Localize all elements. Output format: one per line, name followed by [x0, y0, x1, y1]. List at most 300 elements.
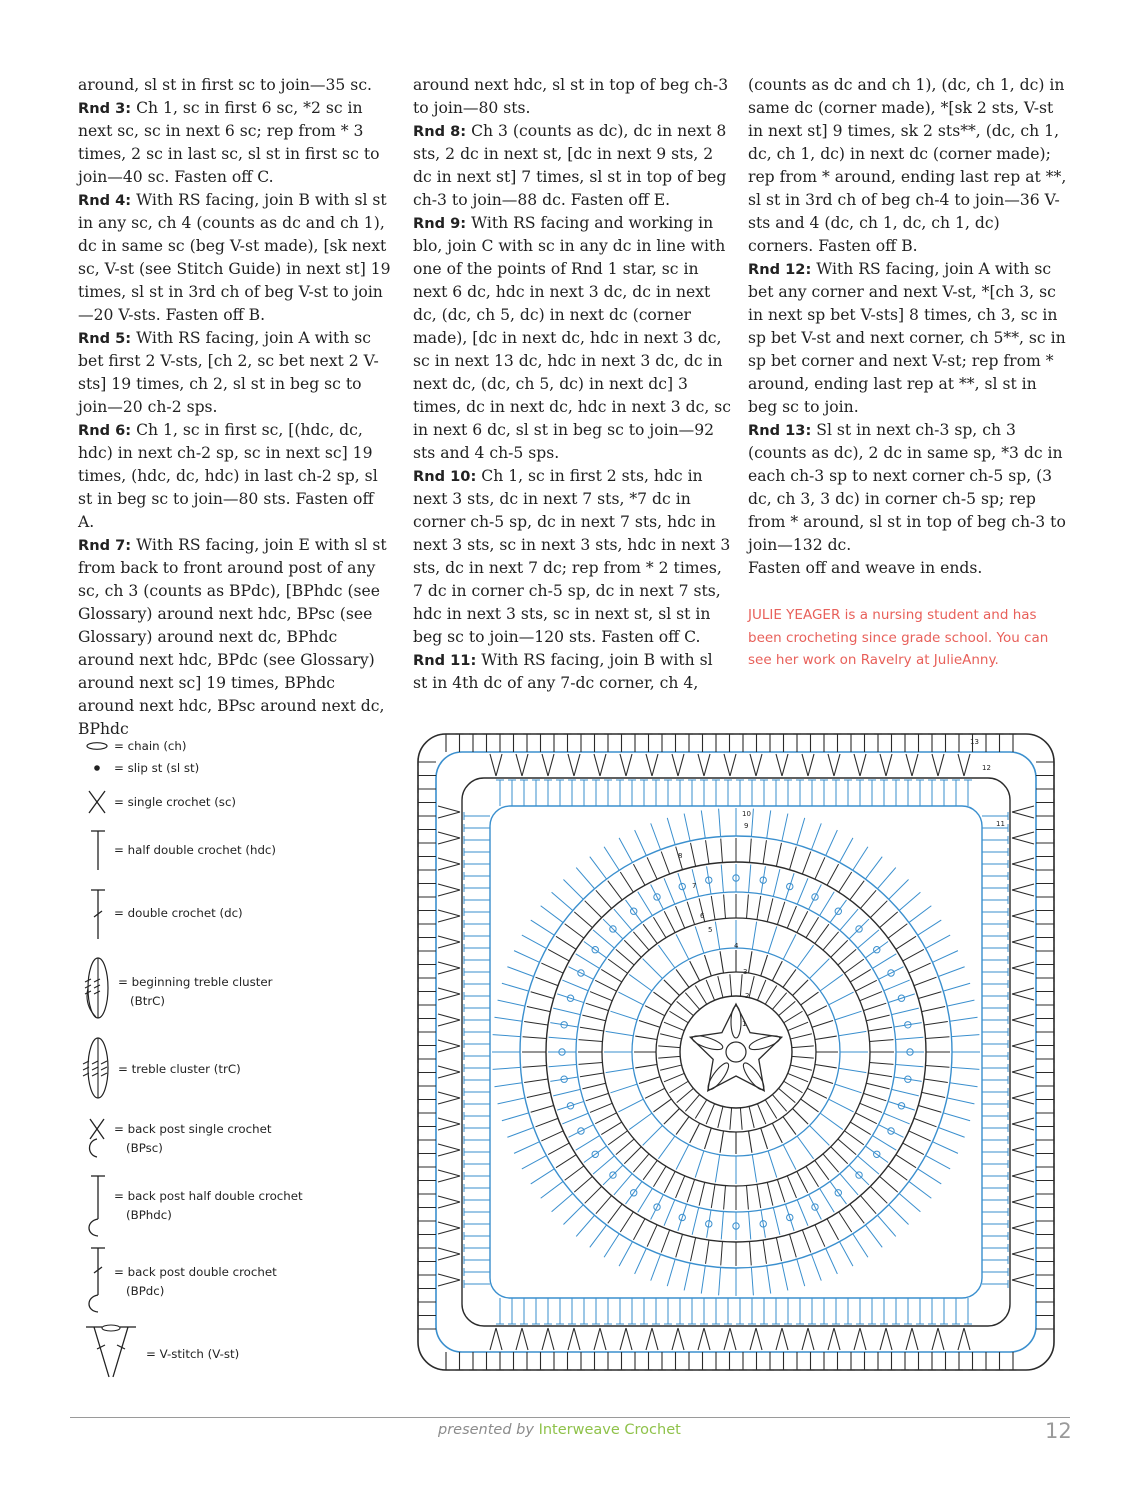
legend-sublabel: (BPdc) — [126, 1284, 165, 1298]
round-8-dc — [556, 936, 576, 949]
round-number-label: 11 — [996, 820, 1005, 828]
round-8-dc — [633, 1219, 645, 1240]
round-7-bp-stitch — [593, 930, 614, 948]
round-11-v-stitch — [672, 754, 678, 776]
round-6-stitch — [838, 949, 856, 965]
round-11-v-stitch — [880, 754, 886, 776]
round-11-v-stitch — [438, 1202, 460, 1208]
round-11-v-stitch — [438, 864, 460, 870]
round-7-bp-stitch — [553, 1089, 580, 1096]
round-11-v-stitch — [802, 754, 808, 776]
round-9-stitch — [493, 1067, 521, 1069]
round-4-v-stitch — [690, 961, 700, 981]
round-6-stitch — [590, 992, 612, 1001]
instruction-paragraph — [748, 419, 1068, 557]
round-11-v-stitch — [808, 1328, 814, 1350]
round-9-stitch — [938, 1127, 964, 1137]
round-3-sc — [779, 1001, 796, 1015]
round-5-chain — [810, 959, 830, 979]
round-11-v-stitch — [626, 1328, 632, 1350]
round-8-dc — [880, 1176, 898, 1192]
round-8-dc — [776, 843, 781, 866]
round-8-dc — [909, 963, 931, 973]
publisher-link[interactable]: Interweave Crochet — [538, 1422, 681, 1438]
round-11-v-stitch — [438, 1118, 460, 1124]
round-9-stitch — [947, 1098, 974, 1104]
instruction-paragraph — [748, 557, 1068, 580]
round-6-stitch — [823, 1154, 839, 1172]
round-4-v-stitch — [801, 1099, 819, 1112]
footer-credit — [438, 1422, 681, 1438]
round-4-v-stitch — [664, 1109, 680, 1125]
round-9-stitch — [932, 951, 957, 963]
round-8-dc — [850, 881, 864, 900]
round-4-v-stitch — [761, 955, 768, 976]
round-11-v-stitch — [880, 1328, 886, 1350]
round-9-stitch — [865, 857, 882, 879]
round-9-stitch — [865, 1225, 882, 1247]
round-9-stitch — [877, 1215, 895, 1236]
round-8-dc — [574, 1176, 592, 1192]
round-8-dc — [802, 851, 810, 873]
round-11-v-stitch — [438, 1248, 460, 1254]
round-7-bp-stitch — [820, 1188, 835, 1212]
round-11-v-stitch — [1012, 1118, 1034, 1124]
round-9-stitch — [514, 1142, 539, 1154]
round-8-dc — [896, 936, 916, 949]
legend-sublabel: (BPsc) — [126, 1141, 163, 1155]
round-11-v-stitch — [1012, 1196, 1034, 1202]
round-6-stitch — [653, 1166, 666, 1186]
round-11-v-stitch — [672, 1328, 678, 1350]
round-8-dc — [691, 843, 696, 866]
round-label: Rnd 12: — [748, 261, 812, 278]
round-6-stitch — [580, 1027, 604, 1031]
round-8-dc — [548, 1143, 569, 1155]
round-7-bp-stitch — [550, 1077, 578, 1081]
round-11-v-stitch — [1012, 1150, 1034, 1156]
round-11-v-stitch — [1012, 962, 1034, 968]
round-11-v-stitch — [1012, 1274, 1034, 1280]
round-6-stitch — [582, 1083, 605, 1089]
crochet-chart — [412, 726, 1066, 1378]
round-11-v-stitch — [704, 754, 710, 776]
round-9-stitch — [853, 1234, 868, 1258]
round-5-chain — [643, 959, 663, 979]
round-7-bp-stitch — [664, 1200, 675, 1226]
v-stitch-icon — [80, 1323, 144, 1381]
round-9-stitch — [563, 879, 583, 899]
round-7-bp-stitch — [894, 1077, 922, 1081]
round-11-v-stitch — [438, 916, 460, 922]
round-7-bp-stitch — [830, 900, 846, 923]
instructions-column-1 — [78, 74, 394, 741]
round-11-v-stitch — [568, 1328, 574, 1350]
round-8-dc — [556, 1155, 576, 1168]
round-6-stitch — [633, 1154, 649, 1172]
round-6-stitch — [831, 940, 848, 957]
round-8-dc — [535, 1118, 557, 1126]
round-8-dc — [676, 1234, 683, 1257]
round-11-v-stitch — [1012, 968, 1034, 974]
instruction-paragraph — [413, 465, 731, 649]
round-4-v-stitch — [807, 1006, 827, 1016]
round-11-v-stitch — [1012, 1170, 1034, 1176]
round-8-dc — [541, 1131, 563, 1141]
round-6-stitch — [860, 1103, 882, 1112]
round-9-stitch — [889, 879, 909, 899]
round-6-stitch — [724, 1186, 726, 1210]
page-number: 12 — [1045, 1419, 1072, 1443]
round-11-v-stitch — [828, 754, 834, 776]
instruction-paragraph — [748, 74, 1068, 258]
round-6-stitch — [676, 906, 685, 928]
round-7-bp-stitch — [840, 1174, 858, 1195]
round-4-v-stitch — [690, 1123, 700, 1143]
round-7-bp-stitch — [884, 980, 910, 991]
round-11-v-stitch — [438, 1098, 460, 1104]
round-11-v-stitch — [438, 890, 460, 896]
round-5-chain — [820, 974, 843, 990]
round-5-chain — [797, 1136, 813, 1159]
round-11-v-stitch — [698, 754, 704, 776]
round-9-stitch — [563, 1205, 583, 1225]
round-8-dc — [661, 851, 669, 873]
round-4-v-stitch — [653, 1099, 671, 1112]
round-8-dc — [548, 949, 569, 961]
round-11-v-stitch — [756, 754, 762, 776]
round-6-stitch — [868, 1073, 892, 1077]
round-8-dc — [926, 1037, 950, 1039]
round-9-stitch — [494, 1017, 522, 1021]
legend-label: = back post double crochet — [114, 1265, 277, 1279]
round-9-stitch — [719, 809, 721, 837]
round-8-dc — [870, 901, 887, 918]
round-11-v-stitch — [808, 754, 814, 776]
round-11-v-stitch — [776, 1328, 782, 1350]
round-7-bp-stitch — [896, 1037, 924, 1039]
round-11-v-stitch — [574, 1328, 580, 1350]
legend-label: = half double crochet (hdc) — [114, 843, 277, 857]
round-4-v-stitch — [653, 992, 671, 1005]
round-11-v-stitch — [782, 754, 788, 776]
round-9-stitch — [877, 868, 895, 889]
round-7-bp-stitch — [707, 1210, 711, 1238]
round-9-stitch — [811, 823, 821, 849]
round-7-bp-stitch — [562, 1113, 588, 1124]
round-6-stitch — [578, 1063, 602, 1065]
round-3-sc — [740, 974, 742, 996]
round-11-v-stitch — [1012, 936, 1034, 942]
round-11-v-stitch — [438, 1170, 460, 1176]
round-11-v-stitch — [704, 1328, 710, 1350]
round-9-stitch — [899, 1193, 920, 1211]
round-3-sc — [658, 1046, 680, 1048]
round-11-v-stitch — [438, 988, 460, 994]
round-number-label: 7 — [692, 882, 697, 890]
round-11-v-stitch — [652, 1328, 658, 1350]
round-7-bp-stitch — [879, 1125, 904, 1138]
round-8-dc — [903, 1143, 924, 1155]
instruction-text: With RS facing and working in blo, join C with sc in any dc in line with one of the points of Rnd 1 star, sc in next 6 dc, hdc in next 3 dc, dc in next dc, (dc, ch 5, dc) in next dc (corner made), [dc in next dc, hdc in next 3 dc, sc in next 13 dc, hdc in next 3 dc, dc in next dc, (dc, ch 5, dc) in next dc] 3 times, dc in next dc, hdc in next 3 dc, sc in next 6 dc, sl st in beg sc to join—92 sts and 4 ch-5 sps. — [413, 214, 731, 462]
round-7-bp-stitch — [840, 909, 858, 930]
round-7-bp-stitch — [584, 1146, 607, 1162]
round-9-stitch — [943, 1113, 970, 1121]
round-6-stitch — [624, 940, 641, 957]
round-6-stitch — [863, 1003, 886, 1010]
round-11-v-stitch — [958, 1328, 964, 1350]
round-8-dc — [691, 1238, 696, 1261]
round-11-v-stitch — [906, 1328, 912, 1350]
round-8-dc — [827, 864, 839, 885]
round-8-dc — [763, 1240, 766, 1264]
instruction-paragraph — [413, 74, 731, 120]
round-11-v-stitch — [1012, 910, 1034, 916]
round-number-label: 5 — [708, 926, 713, 934]
round-9-stitch — [635, 1248, 647, 1273]
round-7-bp-stitch — [884, 1113, 910, 1124]
round-11-v-stitch — [776, 754, 782, 776]
round-7-bp-stitch — [692, 1208, 699, 1235]
round-7-bp-stitch — [809, 884, 822, 909]
round-9-stitch — [576, 1215, 594, 1236]
round-11-v-stitch — [854, 1328, 860, 1350]
round-5-chain — [643, 1126, 663, 1146]
legend-label: = slip st (sl st) — [114, 761, 200, 775]
round-7-bp-stitch — [549, 1037, 577, 1039]
round-3-sc — [718, 1106, 723, 1127]
round-9-stitch — [514, 951, 539, 963]
instruction-text: Ch 1, sc in first 2 sts, hdc in next 3 sts, dc in next 7 sts, *7 dc in corner ch-5 sp, dc in next 7 sts, hdc in next 3 sts, sc in next 3 sts, hdc in next 3 sts, dc in next 7 dc; rep from * 2 times, 7 dc in corner ch-5 sp, dc in next 7 sts, hdc in next 3 sts, sc in next st, sl st in beg sc to join—120 sts. Fasten off C. — [413, 467, 731, 646]
round-3-sc — [772, 993, 786, 1010]
round-6-stitch — [855, 980, 876, 991]
round-5-chain — [783, 934, 796, 959]
round-8-dc — [888, 1166, 907, 1180]
symbol-legend — [80, 735, 400, 1385]
legend-sublabel: (BtrC) — [130, 994, 166, 1008]
legend-label: = chain (ch) — [114, 739, 187, 753]
legend-sublabel: (BPhdc) — [126, 1208, 172, 1222]
round-9-stitch — [667, 818, 675, 845]
round-11-v-stitch — [1012, 1040, 1034, 1046]
round-11-v-stitch — [548, 754, 554, 776]
round-4-v-stitch — [635, 1065, 657, 1068]
instruction-paragraph — [748, 258, 1068, 419]
instruction-paragraph — [78, 419, 394, 534]
round-3-sc — [757, 980, 765, 1000]
round-3-sc — [772, 1095, 786, 1112]
round-11-v-stitch — [542, 1328, 548, 1350]
round-7-bp-stitch — [849, 919, 869, 939]
round-11-v-stitch — [594, 1328, 600, 1350]
round-9-stitch — [889, 1205, 909, 1225]
round-4-v-stitch — [812, 1077, 833, 1084]
round-6-stitch — [586, 1093, 609, 1100]
round-9-stitch — [552, 892, 573, 910]
round-label: Rnd 11: — [413, 652, 477, 669]
round-11-v-stitch — [438, 1046, 460, 1052]
treble-cluster-mark — [748, 1033, 782, 1052]
round-3-sc — [784, 1011, 803, 1022]
round-7-bp-stitch — [721, 865, 723, 893]
round-6-stitch — [687, 902, 694, 925]
round-9-stitch — [684, 1263, 690, 1290]
round-8-dc — [541, 963, 563, 973]
instruction-text: Sl st in next ch-3 sp, ch 3 (counts as dc), 2 dc in same sp, *3 dc in each ch-3 sp to next corner ch-5 sp, (3 dc, ch 3, 3 dc) in corner ch-5 sp; rep from * around, sl st in top of beg ch-3 to join—132 dc. — [748, 421, 1066, 554]
round-7-bp-stitch — [872, 1136, 896, 1151]
round-6-stitch — [823, 932, 839, 950]
round-11-v-stitch — [438, 1150, 460, 1156]
legend-label: = back post single crochet — [114, 1122, 272, 1136]
round-11-v-stitch — [938, 1328, 944, 1350]
round-5-chain — [629, 1113, 652, 1129]
round-6-stitch — [868, 1027, 892, 1031]
round-5-chain — [676, 934, 689, 959]
round-5-chain — [810, 1126, 830, 1146]
instruction-text: With RS facing, join B with sl st in any sc, ch 4 (counts as dc and ch 1), dc in same sc (beg V-st made), [sk next sc, V-st (see Stitch Guide) in next st] 19 times, sl st in 3rd ch of beg V-st to join—20 V-sts. Fasten off B. — [78, 191, 391, 324]
round-9-stitch — [619, 1242, 632, 1267]
bpsc-icon — [80, 1117, 110, 1161]
round-7-bp-stitch — [576, 954, 600, 969]
round-9-stitch — [797, 818, 805, 845]
bpdc-icon — [80, 1245, 110, 1315]
round-9-stitch — [651, 1254, 661, 1280]
round-7-bp-stitch — [553, 1008, 580, 1015]
round-4-v-stitch — [664, 980, 680, 996]
round-7-bp-stitch — [761, 866, 765, 894]
instruction-paragraph — [78, 189, 394, 327]
round-8-dc — [721, 839, 723, 863]
round-11-v-stitch — [516, 1328, 522, 1350]
round-3-sc — [792, 1056, 814, 1058]
round-3-sc — [660, 1034, 681, 1039]
round-3-sc — [685, 993, 699, 1010]
round-label: Rnd 3: — [78, 100, 132, 117]
round-11-v-stitch — [750, 1328, 756, 1350]
round-4-v-stitch — [749, 1131, 752, 1153]
round-8-dc — [903, 949, 924, 961]
round-11-v-stitch — [438, 1254, 460, 1260]
round-5-chain — [768, 1151, 777, 1178]
round-6-stitch — [586, 1003, 609, 1010]
round-7-bp-stitch — [820, 892, 835, 916]
round-3-sc — [706, 1104, 714, 1124]
round-6-stitch — [711, 896, 715, 920]
round-7-bp-stitch — [830, 1181, 846, 1204]
round-6-stitch — [643, 1160, 657, 1179]
round-11-v-stitch — [438, 962, 460, 968]
round-11-v-stitch — [438, 1092, 460, 1098]
round-11-v-stitch — [1012, 1280, 1034, 1286]
round-9-stitch — [926, 935, 951, 948]
round-9-stitch — [751, 809, 753, 837]
round-11-v-stitch — [600, 754, 606, 776]
round-11-v-stitch — [678, 754, 684, 776]
round-11-v-stitch — [1012, 806, 1034, 812]
round-7-bp-stitch — [849, 1165, 869, 1185]
round-6-stitch — [870, 1040, 894, 1042]
round-6-stitch — [595, 1113, 616, 1124]
round-7-bp-stitch — [638, 1188, 653, 1212]
instruction-text: around next hdc, sl st in top of beg ch-3 to join—80 sts. — [413, 76, 729, 117]
round-9-stitch — [918, 1169, 942, 1184]
instruction-text: With RS facing, join A with sc bet any corner and next V-st, *[ch 3, sc in next sp bet V-sts] 8 times, ch 3, sc in sp bet V-st and next corner, ch 5**, sc in sp bet corner and next V-st; rep from * around, ending last rep at **, sl st in beg sc to join. — [748, 260, 1066, 416]
round-8-dc — [706, 840, 709, 864]
round-9-stitch — [502, 1113, 529, 1121]
round-4-v-stitch — [812, 1020, 833, 1027]
round-7-bp-stitch — [625, 900, 641, 923]
instruction-text: Ch 3 (counts as dc), dc in next 8 sts, 2 dc in next st, [dc in next 9 sts, 2 dc in next st] 7 times, sl st in top of beg ch-3 to join—88 dc. Fasten off E. — [413, 122, 727, 209]
round-8-dc — [531, 992, 554, 999]
round-11-v-stitch — [438, 1066, 460, 1072]
round-7-bp-stitch — [568, 967, 593, 980]
round-label: Rnd 13: — [748, 422, 812, 439]
round-5-chain — [835, 1084, 862, 1093]
round-4-v-stitch — [815, 1065, 837, 1068]
round-6-stitch — [863, 1093, 886, 1100]
round-label: Rnd 6: — [78, 422, 132, 439]
round-6-stitch — [643, 924, 657, 943]
round-11-v-stitch — [490, 1328, 496, 1350]
round-6-stitch — [815, 924, 829, 943]
designer-bio: JULIE YEAGER is a nursing student and has been crocheting since grade school. You can see her work on Ravelry at JulieAnny. — [748, 607, 1049, 668]
round-7-bp-stitch — [797, 878, 808, 904]
round-9-stitch — [498, 1098, 525, 1104]
round-3-sc — [788, 1022, 808, 1030]
round-9-stitch — [502, 983, 529, 991]
round-11-v-stitch — [1012, 942, 1034, 948]
round-11-v-stitch — [756, 1328, 762, 1350]
legend-label: = double crochet (dc) — [114, 906, 243, 920]
round-9-stitch — [909, 906, 931, 923]
round-8-dc — [815, 1225, 825, 1247]
instructions-column-3 — [748, 74, 1068, 672]
round-6-stitch — [838, 1139, 856, 1155]
round-11-v-stitch — [438, 1196, 460, 1202]
round-5-chain — [618, 992, 643, 1005]
round-6-stitch — [844, 1131, 863, 1145]
round-11-v-stitch — [678, 1328, 684, 1350]
round-3-sc — [740, 1108, 742, 1130]
round-number-label: 8 — [678, 852, 683, 860]
round-label: Rnd 10: — [413, 468, 477, 485]
round-9-stitch — [950, 1017, 978, 1021]
round-9-stitch — [782, 1263, 788, 1290]
round-9-stitch — [541, 1181, 563, 1198]
round-9-stitch — [507, 967, 533, 977]
round-5-chain — [610, 1084, 637, 1093]
round-11-v-stitch — [438, 1124, 460, 1130]
round-11-v-stitch — [1012, 812, 1034, 818]
round-11-v-stitch — [1012, 1072, 1034, 1078]
round-4-v-stitch — [761, 1128, 768, 1149]
round-3-sc — [677, 1088, 694, 1102]
round-4-v-stitch — [676, 1117, 689, 1135]
round-11-v-stitch — [548, 1328, 554, 1350]
round-9-stitch — [899, 892, 920, 910]
round-8-dc — [839, 1212, 852, 1232]
round-4-v-stitch — [772, 1123, 782, 1143]
round-5-chain — [695, 1151, 704, 1178]
round-8-dc — [596, 890, 612, 908]
round-9-stitch — [498, 1000, 525, 1006]
round-11-v-stitch — [1012, 884, 1034, 890]
round-6-stitch — [855, 1113, 876, 1124]
round-9-stitch — [811, 1254, 821, 1280]
round-9-stitch — [951, 1067, 979, 1069]
round-3-sc — [790, 1034, 811, 1039]
round-11-v-stitch — [438, 1014, 460, 1020]
